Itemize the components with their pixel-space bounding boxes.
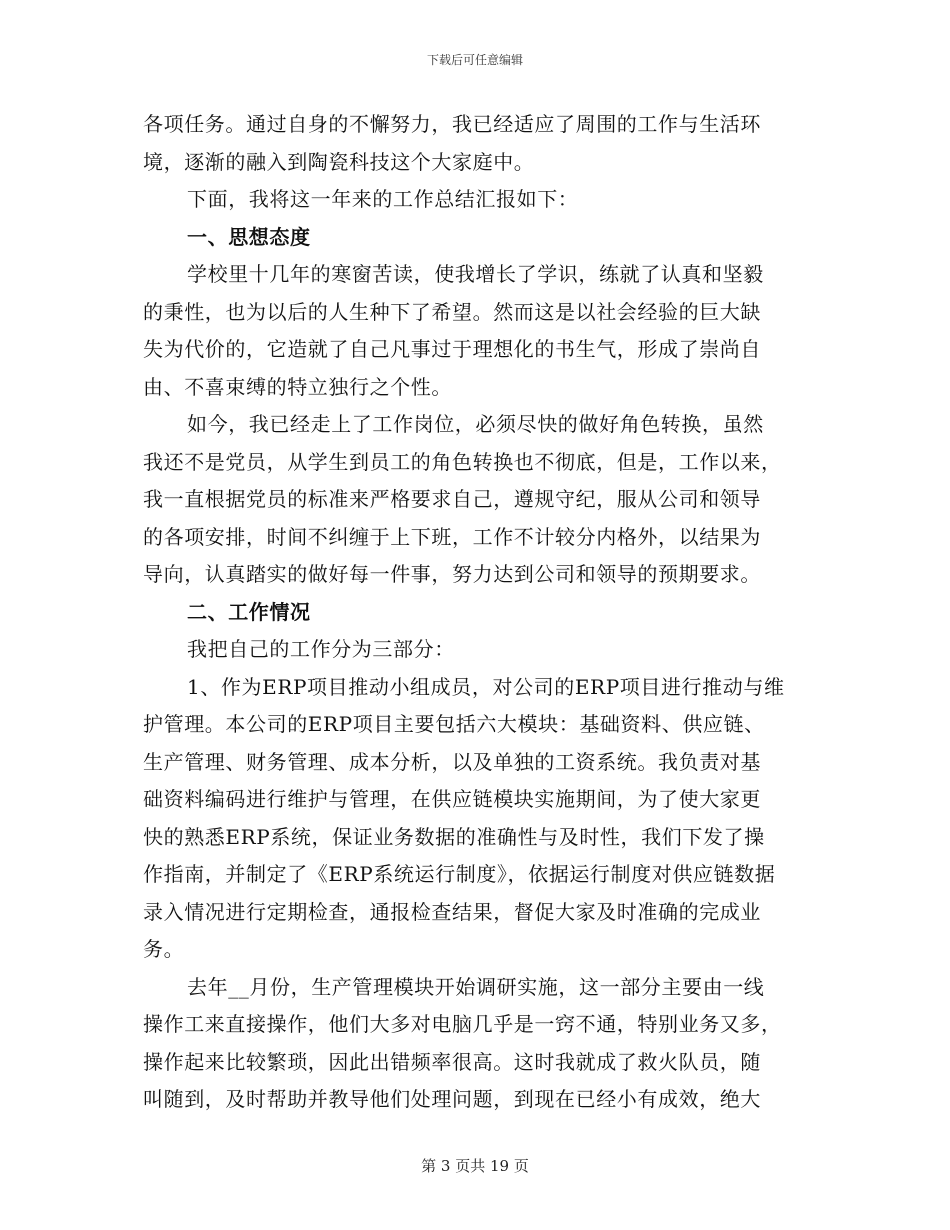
text-line: 去年__月份，生产管理模块开始调研实施，这一部分主要由一线 [187, 974, 765, 999]
text-line: 我把自己的工作分为三部分： [187, 637, 455, 661]
text-line: 操作起来比较繁琐，因此出错频率很高。这时我就成了救火队员，随 [143, 1049, 761, 1074]
text-line: 的各项安排，时间不纠缠于上下班，工作不计较分内格外，以结果为 [143, 524, 761, 549]
text-line: 操作工来直接操作，他们大多对电脑几乎是一窍不通，特别业务又多， [143, 1012, 782, 1036]
text-line: 录入情况进行定期检查，通报检查结果，督促大家及时准确的完成业 [143, 899, 761, 924]
page-header-note: 下载后可任意编辑 [426, 53, 523, 67]
text-line: 快的熟悉ERP系统，保证业务数据的准确性与及时性，我们下发了操 [143, 824, 765, 849]
page-number: 第 3 页共 19 页 [421, 1157, 529, 1175]
text-line: 境，逐渐的融入到陶瓷科技这个大家庭中。 [143, 149, 535, 174]
text-line: 作指南，并制定了《ERP系统运行制度》，依据运行制度对供应链数据 [143, 862, 776, 886]
text-line: 学校里十几年的寒窗苦读，使我增长了学识，练就了认真和坚毅 [187, 262, 764, 286]
text-line: 下面，我将这一年来的工作总结汇报如下： [187, 187, 579, 211]
text-line: 生产管理、财务管理、成本分析，以及单独的工资系统。我负责对基 [143, 749, 761, 774]
text-line: 务。 [143, 937, 185, 961]
text-line: 失为代价的，它造就了自己凡事过于理想化的书生气，形成了崇尚自 [143, 337, 761, 361]
text-line: 各项任务。通过自身的不懈努力，我已经适应了周围的工作与生活环 [143, 112, 761, 136]
text-line: 如今，我已经走上了工作岗位，必须尽快的做好角色转换，虽然 [187, 412, 764, 436]
text-line: 础资料编码进行维护与管理，在供应链模块实施期间，为了使大家更 [143, 787, 761, 811]
text-line: 的秉性，也为以后的人生种下了希望。然而这是以社会经验的巨大缺 [143, 299, 761, 324]
text-line: 护管理。本公司的ERP项目主要包括六大模块：基础资料、供应链、 [143, 712, 765, 736]
text-line: 叫随到，及时帮助并教导他们处理问题，到现在已经小有成效，绝大 [143, 1087, 761, 1111]
text-line: 由、不喜束缚的特立独行之个性。 [143, 374, 452, 399]
section-heading: 一、思想态度 [187, 224, 311, 249]
text-line: 我一直根据党员的标准来严格要求自己，遵规守纪，服从公司和领导 [143, 487, 761, 511]
document-body [143, 106, 807, 1119]
text-line: 我还不是党员，从学生到员工的角色转换也不彻底，但是，工作以来， [143, 449, 782, 474]
text-line: 1、作为ERP项目推动小组成员，对公司的ERP项目进行推动与维 [187, 674, 785, 699]
section-heading: 二、工作情况 [187, 599, 311, 624]
text-line: 导向，认真踏实的做好每一件事，努力达到公司和领导的预期要求。 [143, 562, 761, 586]
